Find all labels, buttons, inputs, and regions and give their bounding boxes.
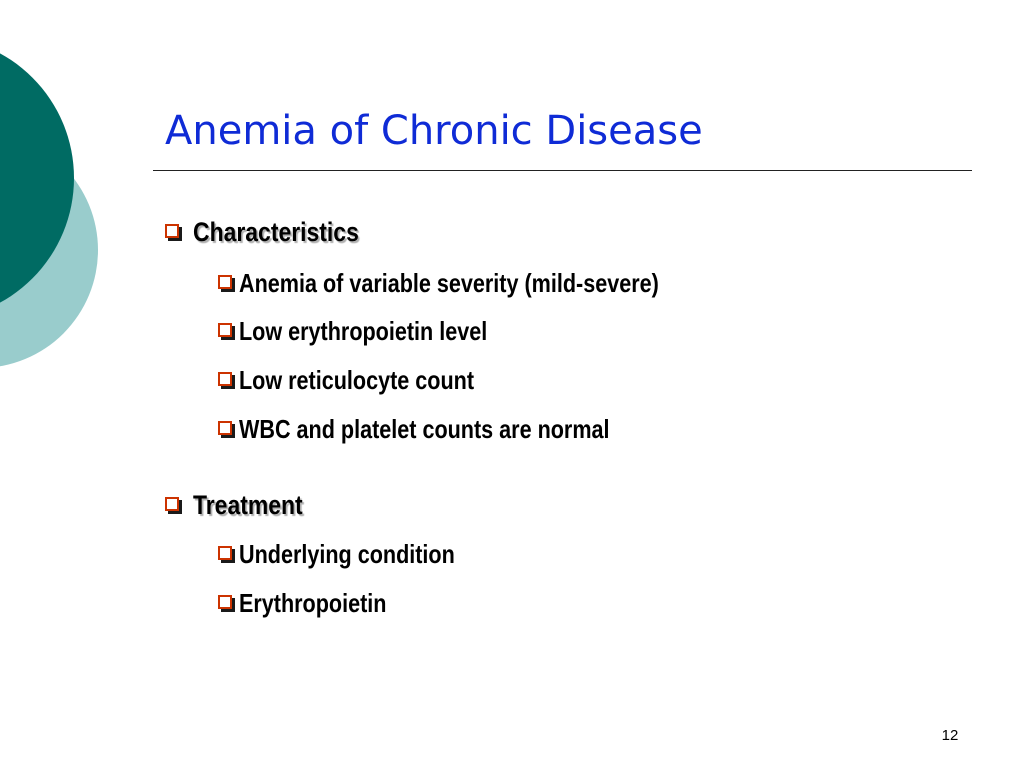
checkbox-bullet-icon (218, 546, 235, 563)
checkbox-bullet-icon (165, 224, 182, 241)
page-number: 12 (941, 727, 959, 744)
decorative-circles (0, 0, 110, 400)
list-item (218, 363, 522, 397)
list-item-label: Anemia of variable severity (mild-severe) (239, 267, 659, 298)
list-item-label: Low reticulocyte count (239, 364, 475, 395)
list-item-label: Low erythropoietin level (239, 315, 488, 346)
section-heading-label: Treatment (193, 489, 303, 520)
list-item (218, 412, 685, 446)
checkbox-bullet-icon (218, 372, 235, 389)
title-underline (153, 170, 972, 171)
list-item (218, 537, 499, 571)
list-item-label: WBC and platelet counts are normal (239, 413, 610, 444)
section-heading-label: Characteristics (193, 216, 359, 247)
list-item (218, 314, 538, 348)
checkbox-bullet-icon (165, 497, 182, 514)
checkbox-bullet-icon (218, 275, 235, 292)
checkbox-bullet-icon (218, 595, 235, 612)
slide-title: Anemia of Chronic Disease (165, 108, 703, 154)
list-item-label: Underlying condition (239, 538, 455, 569)
list-item-label: Erythropoietin (239, 587, 387, 618)
list-item (218, 586, 417, 620)
checkbox-bullet-icon (218, 323, 235, 340)
checkbox-bullet-icon (218, 421, 235, 438)
section-heading-treatment (165, 488, 322, 522)
list-item (218, 266, 745, 300)
section-heading-characteristics (165, 215, 388, 249)
